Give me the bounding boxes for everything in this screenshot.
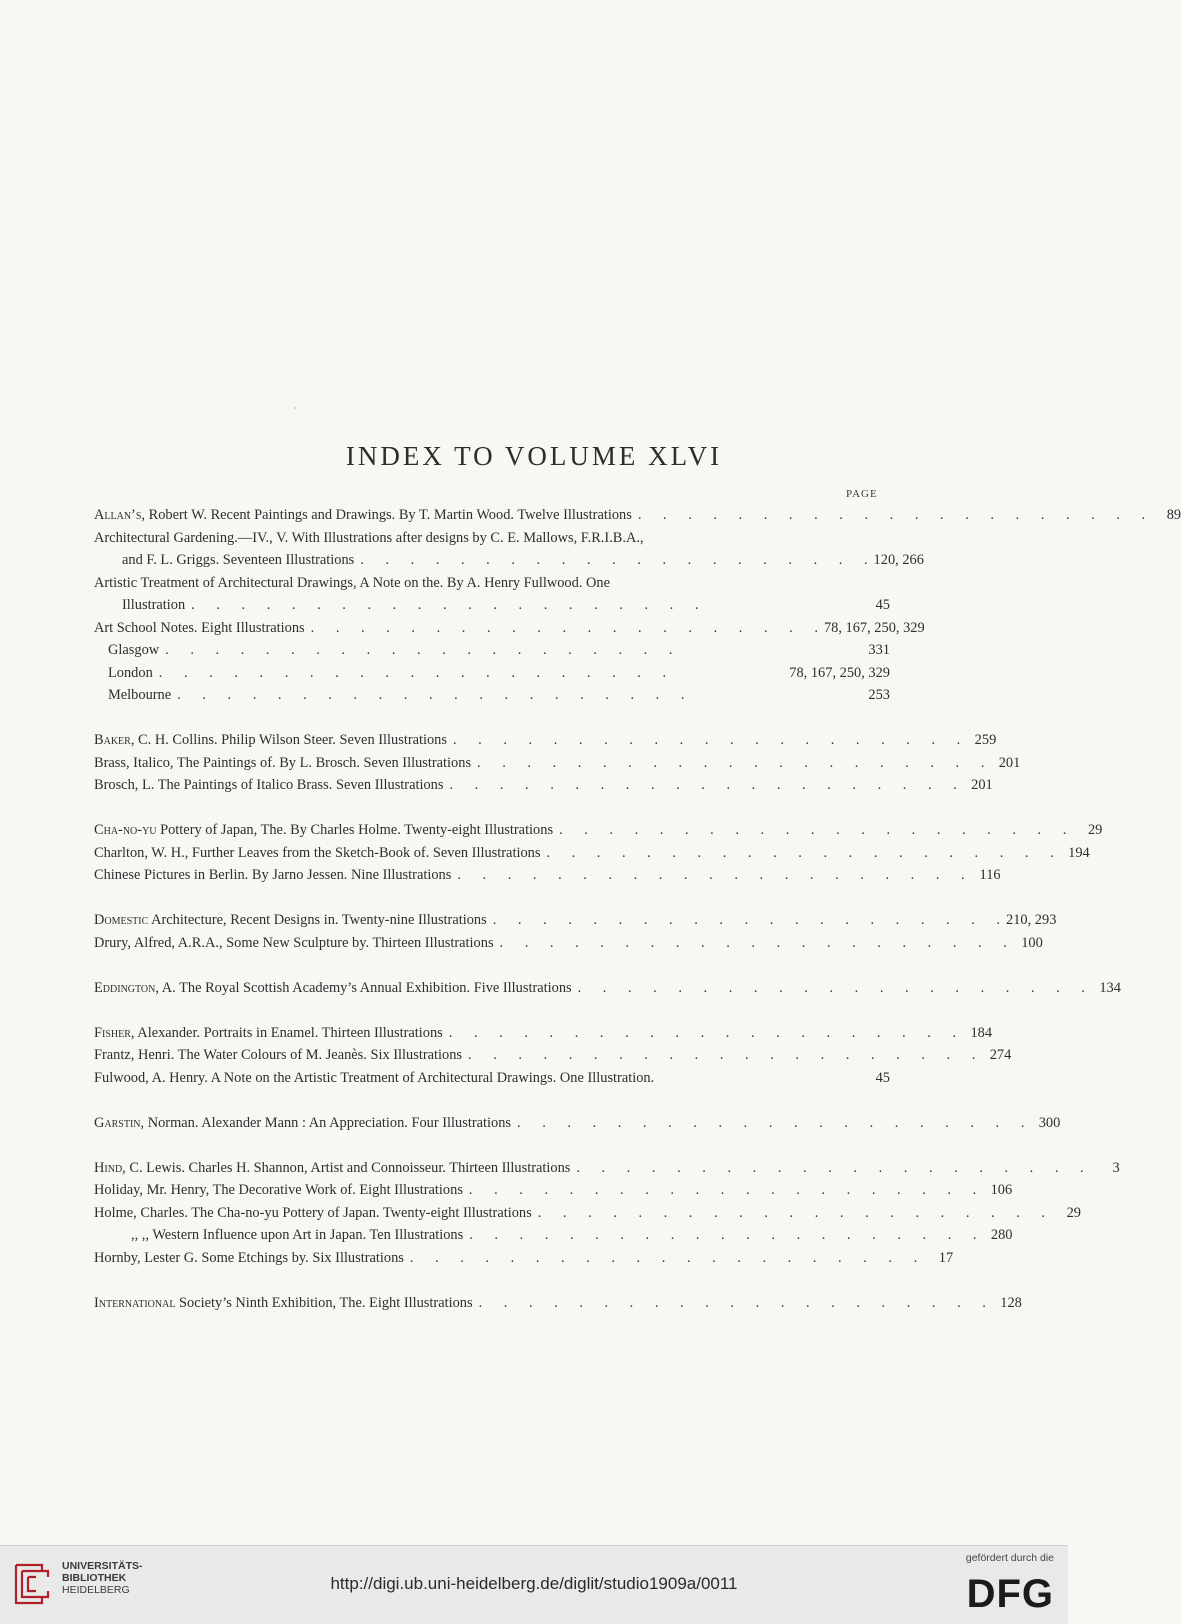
index-entry <box>94 594 890 617</box>
leader-dots <box>449 774 956 797</box>
entry-title: Chinese Pictures in Berlin. By Jarno Jessen. Nine Illustrations <box>94 867 452 883</box>
index-entry <box>94 684 890 707</box>
entry-title: Art School Notes. Eight Illustrations <box>94 619 305 636</box>
index-entry <box>94 639 890 662</box>
entry-page-number: 253 <box>868 687 890 703</box>
section-gap <box>94 707 890 730</box>
entry-title: Holiday, Mr. Henry, The Decorative Work of. Eight Illustrations <box>94 1182 463 1198</box>
leader-dots <box>165 639 854 662</box>
entry-page-number: 120, 266 <box>873 552 924 568</box>
leader-dots <box>457 864 964 887</box>
page-column-header: PAGE <box>846 488 878 500</box>
entry-page-number: 29 <box>1087 822 1103 838</box>
entry-title: A. The Royal Scottish Academy’s Annual Exhibition. Five Illustrations <box>158 979 572 996</box>
leader-dots <box>638 504 1145 527</box>
index-entry <box>94 572 890 595</box>
index-entry <box>94 1247 954 1270</box>
entry-title: Melbourne <box>108 687 172 703</box>
entry-title: Architectural Gardening.—IV., V. With Illustrations after designs by C. E. Mallows, F.R.I.B.A., <box>94 529 644 546</box>
index-entry <box>94 1157 1120 1180</box>
entry-page-number: 259 <box>974 732 997 748</box>
entry-page-number: 300 <box>1038 1114 1061 1131</box>
leader-dots <box>517 1112 1024 1135</box>
entry-title: ,, ,, Western Influence upon Art in Japan. Ten Illustrations <box>131 1227 464 1243</box>
index-entry <box>94 1224 1013 1247</box>
entry-lead-word: Garstin, <box>94 1114 145 1131</box>
leader-dots <box>546 842 1053 865</box>
leader-dots <box>360 549 867 572</box>
section-gap <box>94 1134 890 1157</box>
entry-title: Holme, Charles. The Cha-no-yu Pottery of Japan. Twenty-eight Illustrations <box>94 1204 532 1221</box>
leader-dots <box>468 1044 975 1067</box>
section-gap <box>94 999 890 1022</box>
entry-page-number: 201 <box>971 777 993 793</box>
entry-text <box>94 1112 511 1135</box>
leader-dots <box>479 1292 986 1315</box>
entry-text <box>94 1179 463 1202</box>
entry-text <box>94 842 540 865</box>
entry-title: Artistic Treatment of Architectural Drawings, A Note on the. By A. Henry Fullwood. One <box>94 574 610 591</box>
entry-text <box>94 1022 443 1045</box>
leader-dots <box>449 1022 956 1045</box>
section-gap <box>94 1089 890 1112</box>
entry-lead-word: Allan’s, <box>94 507 146 523</box>
entry-lead-word: Domestic <box>94 912 149 928</box>
index-entry <box>94 977 1121 1000</box>
entry-page-number: 89 <box>1166 507 1181 523</box>
entry-text <box>131 1224 463 1247</box>
entry-title: Norman. Alexander Mann : An Appreciation. Four Illustrations <box>144 1114 512 1131</box>
leader-dots <box>469 1179 976 1202</box>
entry-page-number: 106 <box>990 1182 1013 1198</box>
library-name-line-3: HEIDELBERG <box>62 1584 130 1596</box>
entry-page-number: 274 <box>989 1047 1012 1063</box>
leader-dots <box>469 1224 976 1247</box>
dfg-logo: DFG <box>966 1572 1054 1616</box>
entry-text <box>94 1202 532 1225</box>
entry-lead-word: Baker, <box>94 732 135 748</box>
entry-page-number: 194 <box>1068 844 1090 861</box>
entry-title: C. H. Collins. Philip Wilson Steer. Seven Illustrations <box>134 732 447 748</box>
leader-dots <box>191 594 854 617</box>
index-entry <box>94 1179 1013 1202</box>
entry-title: Brosch, L. The Paintings of Italico Brass. Seven Illustrations <box>94 777 444 793</box>
leader-dots <box>177 684 854 707</box>
entry-title: Alexander. Portraits in Enamel. Thirteen Illustrations <box>134 1024 443 1041</box>
entry-text <box>94 527 644 550</box>
entry-page-number: 134 <box>1099 979 1121 996</box>
leader-dots <box>159 662 783 685</box>
index-entry <box>94 504 1181 527</box>
page-title: INDEX TO VOLUME XLVI <box>345 441 723 471</box>
leader-dots <box>477 752 984 775</box>
entry-title: Hornby, Lester G. Some Etchings by. Six Illustrations <box>94 1249 404 1266</box>
leader-dots <box>493 909 1000 932</box>
entry-page-number: 100 <box>1021 934 1043 951</box>
leader-dots <box>578 977 1085 1000</box>
entry-title: Charlton, W. H., Further Leaves from the Sketch-Book of. Seven Illustrations <box>94 844 541 861</box>
index-entry <box>94 1044 1012 1067</box>
leader-dots <box>559 819 1066 842</box>
leader-dots <box>410 1247 917 1270</box>
entry-lead-word: Cha-no-yu <box>94 822 157 838</box>
entry-page-number: 3 <box>1112 1159 1120 1176</box>
entry-text <box>94 819 553 842</box>
entry-page-number: 78, 167, 250, 329 <box>789 664 890 681</box>
entry-title: Glasgow <box>108 642 160 658</box>
index-entry <box>94 774 993 797</box>
entry-text <box>94 617 305 640</box>
entry-title: Society’s Ninth Exhibition, The. Eight Illustrations <box>175 1294 473 1311</box>
index-entry <box>94 662 890 685</box>
section-gap <box>94 954 890 977</box>
entry-title: and F. L. Griggs. Seventeen Illustrations <box>122 552 355 568</box>
entry-text <box>94 774 443 797</box>
entry-text <box>94 729 447 752</box>
section-gap <box>94 1269 890 1292</box>
entry-page-number: 17 <box>938 1249 954 1266</box>
paper-speck <box>294 407 296 409</box>
entry-lead-word: Eddington, <box>94 979 159 996</box>
entry-page-number: 45 <box>875 597 890 613</box>
entry-page-number: 331 <box>868 642 890 658</box>
index-entry <box>94 819 1103 842</box>
permalink-url[interactable]: http://digi.ub.uni-heidelberg.de/diglit/studio1909a/0011 <box>330 1574 738 1593</box>
entry-title: London <box>108 664 153 681</box>
index-entry <box>94 1112 1061 1135</box>
funded-by-label: gefördert durch die <box>965 1552 1054 1564</box>
section-gap <box>94 797 890 820</box>
entry-title: C. Lewis. Charles H. Shannon, Artist and Connoisseur. Thirteen Illustrations <box>125 1159 571 1176</box>
index-entry <box>94 864 1001 887</box>
library-name-line-2: BIBLIOTHEK <box>62 1572 127 1584</box>
index-entry <box>94 842 1090 865</box>
index-list <box>94 504 1181 1314</box>
entry-text <box>94 909 487 932</box>
entry-text <box>94 752 471 775</box>
entry-page-number: 45 <box>875 1069 890 1086</box>
index-entry <box>94 729 997 752</box>
index-entry <box>94 527 890 550</box>
section-gap <box>94 887 890 910</box>
leader-dots <box>500 932 1007 955</box>
entry-page-number: 29 <box>1066 1204 1081 1221</box>
index-entry <box>94 932 1043 955</box>
entry-page-number: 116 <box>979 867 1001 883</box>
entry-text <box>108 684 171 707</box>
entry-text <box>108 639 159 662</box>
entry-title: Architecture, Recent Designs in. Twenty-nine Illustrations <box>148 912 487 928</box>
library-name-line-1: UNIVERSITÄTS- <box>62 1560 143 1572</box>
entry-title: Pottery of Japan, The. By Charles Holme. Twenty-eight Illustrations <box>156 822 554 838</box>
entry-text <box>108 662 153 685</box>
entry-text <box>122 549 354 572</box>
entry-text <box>94 572 610 595</box>
entry-text <box>94 1292 473 1315</box>
index-entry <box>94 1067 890 1090</box>
entry-text <box>94 1067 654 1090</box>
entry-text <box>122 594 185 617</box>
entry-text <box>94 1044 462 1067</box>
index-entry <box>94 909 1057 932</box>
entry-title: Brass, Italico, The Paintings of. By L. Brosch. Seven Illustrations <box>94 754 472 771</box>
entry-title: Robert W. Recent Paintings and Drawings. By T. Martin Wood. Twelve Illustrations <box>145 507 632 523</box>
entry-lead-word: International <box>94 1294 176 1311</box>
index-entry <box>94 1292 1022 1315</box>
entry-title: Drury, Alfred, A.R.A., Some New Sculpture by. Thirteen Illustrations <box>94 934 494 951</box>
leader-dots <box>453 729 960 752</box>
entry-page-number: 280 <box>990 1227 1013 1243</box>
entry-page-number: 184 <box>970 1024 993 1041</box>
entry-page-number: 78, 167, 250, 329 <box>823 619 925 636</box>
leader-dots <box>538 1202 1045 1225</box>
index-entry <box>94 752 1021 775</box>
entry-title: Illustration <box>122 597 186 613</box>
index-entry <box>94 617 925 640</box>
entry-page-number: 128 <box>1000 1294 1022 1311</box>
entry-page-number: 201 <box>998 754 1021 771</box>
index-entry <box>94 1202 1081 1225</box>
entry-text <box>94 864 451 887</box>
entry-text <box>94 932 494 955</box>
leader-dots <box>311 617 818 640</box>
entry-lead-word: Hind, <box>94 1159 126 1176</box>
leader-dots <box>576 1157 1083 1180</box>
entry-title: Fulwood, A. Henry. A Note on the Artistic Treatment of Architectural Drawings. One Illustration. <box>94 1069 655 1086</box>
entry-text <box>94 1157 570 1180</box>
entry-text <box>94 504 632 527</box>
entry-lead-word: Fisher, <box>94 1024 135 1041</box>
footer-bar <box>0 1545 1068 1624</box>
entry-text <box>94 1247 404 1270</box>
entry-text <box>94 977 572 1000</box>
index-entry <box>94 549 924 572</box>
entry-title: Frantz, Henri. The Water Colours of M. Jeanès. Six Illustrations <box>94 1047 463 1063</box>
entry-page-number: 210, 293 <box>1006 912 1057 928</box>
index-entry <box>94 1022 993 1045</box>
